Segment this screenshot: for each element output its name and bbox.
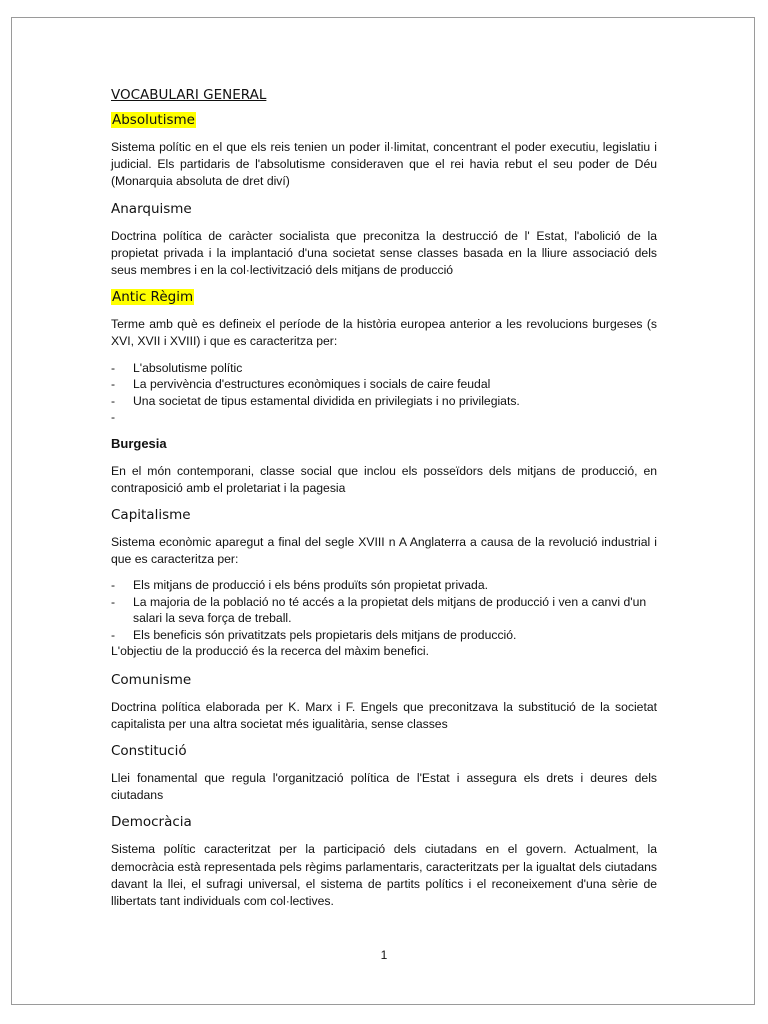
term-label: Constitució <box>111 743 187 760</box>
list-item <box>111 376 657 393</box>
term-label: Comunisme <box>111 671 192 688</box>
document-page <box>11 17 755 1005</box>
dash-bullet: - <box>111 393 116 408</box>
term-label: Capitalisme <box>111 507 191 524</box>
term-definition: Sistema polític en el que els reis tenien un poder il·limitat, concentrant el poder executiu, legislatiu i judicial. Els partidaris de l'absolutisme consideraven que el rei havia rebut el seu poder de Déu (Monarquia absoluta de dret diví) <box>111 140 657 189</box>
list-item <box>111 627 657 644</box>
term-definition: Sistema econòmic aparegut a final del segle XVIII n A Anglaterra a causa de la revolució industrial i que es caracteritza per: <box>111 535 657 567</box>
term-heading-antic-regim <box>111 288 657 306</box>
list-item <box>111 577 657 594</box>
term-label: Anarquisme <box>111 200 192 217</box>
term-heading-democracia <box>111 813 657 831</box>
list-item <box>111 594 657 627</box>
list-item-text: Una societat de tipus estamental dividida en privilegiats i no privilegiats. <box>133 393 520 408</box>
dash-bullet: - <box>111 578 116 593</box>
dash-bullet: - <box>111 410 116 425</box>
bullet-list <box>111 360 657 426</box>
term-definition: Llei fonamental que regula l'organització política de l'Estat i assegura els drets i deures dels ciutadans <box>111 771 657 803</box>
term-label: Burgesia <box>111 435 167 451</box>
term-heading-burgesia <box>111 435 657 453</box>
term-label: Democràcia <box>111 814 192 831</box>
term-definition: Sistema polític caracteritzat per la participació dels ciutadans en el govern. Actualment, la democràcia està representada pels règims parlamentaris, caracteritzats per la igualtat dels ciutadans davant la llei, el sufragi universal, el sistema de partits polítics i el reconeixement d'una sèrie de llibertats tant individuals com col·lectives. <box>111 842 657 909</box>
term-heading-absolutisme <box>111 111 657 129</box>
term-heading-comunisme <box>111 671 657 689</box>
term-heading-constitucio <box>111 742 657 760</box>
list-item <box>111 409 657 426</box>
dash-bullet: - <box>111 627 116 642</box>
list-item-text: Els mitjans de producció i els béns produïts són propietat privada. <box>133 578 488 593</box>
list-item <box>111 393 657 410</box>
list-item <box>111 360 657 377</box>
list-item-text: La majoria de la població no té accés a la propietat dels mitjans de producció i ven a canvi d'un salari la seva força de treball. <box>133 594 647 626</box>
page-title: VOCABULARI GENERAL <box>111 87 267 103</box>
term-definition: Doctrina política elaborada per K. Marx i F. Engels que preconitzava la substitució de la societat capitalista per una altra societat més igualitària, sense classes <box>111 699 657 731</box>
bullet-list <box>111 577 657 643</box>
term-definition: Doctrina política de caràcter socialista que preconitza la destrucció de l' Estat, l'abolició de la propietat privada i la implantació d'una societat sense classes basada en la lliure associació dels seus membres i en la col·lectivització dels mitjans de producció <box>111 228 657 278</box>
term-heading-anarquisme <box>111 200 657 218</box>
dash-bullet: - <box>111 594 116 609</box>
dash-bullet: - <box>111 360 116 375</box>
document-content <box>111 87 657 919</box>
list-item-text: Els beneficis són privatitzats pels propietaris dels mitjans de producció. <box>133 627 517 642</box>
term-label: Absolutisme <box>112 112 195 128</box>
term-note: L'objectiu de la producció és la recerca del màxim benefici. <box>111 644 430 659</box>
list-item-text: La pervivència d'estructures econòmiques i socials de caire feudal <box>133 377 491 392</box>
term-heading-capitalisme <box>111 506 657 524</box>
list-item-text: L'absolutisme polític <box>133 360 243 375</box>
page-number: 1 <box>380 948 388 962</box>
term-definition: En el món contemporani, classe social que inclou els posseïdors dels mitjans de producció, en contraposició amb el proletariat i la pagesia <box>111 463 657 495</box>
term-label: Antic Règim <box>112 289 194 306</box>
term-definition: Terme amb què es defineix el període de la història europea anterior a les revolucions burgeses (s XVI, XVII i XVIII) i que es caracteritza per: <box>111 317 657 349</box>
dash-bullet: - <box>111 377 116 392</box>
